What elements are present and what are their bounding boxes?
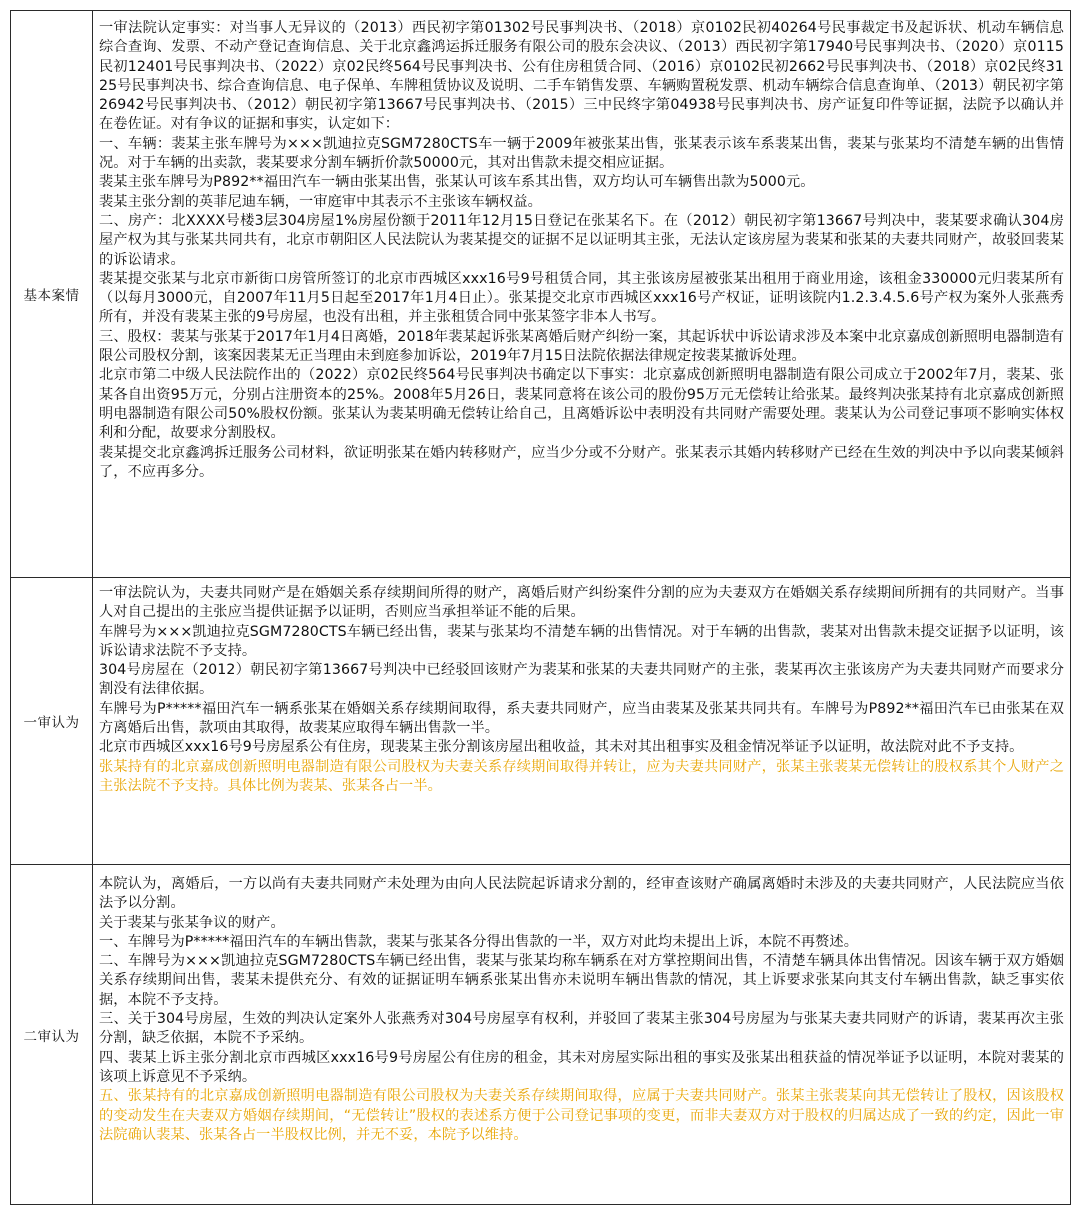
row-label: 二审认为: [11, 865, 93, 1204]
paragraph: 一审法院认为，夫妻共同财产是在婚姻关系存续期间所得的财产，离婚后财产纠纷案件分割的应为夫妻双方在婚姻关系存续期间所拥有的共同财产。当事人对自己提出的主张应当提供证据予以证明，否则应当承担举证不能的后果。: [99, 585, 1064, 621]
table-row: [11, 11, 1070, 578]
row-label: 基本案情: [11, 11, 93, 577]
paragraph: 二、车牌号为×××凯迪拉克SGM7280CTS车辆已经出售，裴某与张某均称车辆系在对方掌控期间出售，不清楚车辆具体出售情况。因该车辆于双方婚姻关系存续期间出售，裴某未提供充分、有效的证据证明车辆系张某出售亦未说明车辆出售款的情况，其上诉要求张某向其支付车辆出售款，缺乏事实依据，本院不予支持。: [99, 953, 1064, 1008]
row-content: [93, 865, 1070, 1204]
highlighted-paragraph: 张某持有的北京嘉成创新照明电器制造有限公司股权为夫妻关系存续期间取得并转让，应为夫妻共同财产，张某主张裴某无偿转让的股权系其个人财产之主张法院不予支持。具体比例为裴某、张某各占一半。: [99, 758, 1064, 794]
paragraph: 三、关于304号房屋，生效的判决认定案外人张燕秀对304号房屋享有权利，并驳回了裴某主张304号房屋为与张某夫妻共同财产的诉请，裴某再次主张分割，缺乏依据，本院不予采纳。: [99, 1011, 1064, 1047]
paragraph: 一、车牌号为P*****福田汽车的车辆出售款，裴某与张某各分得出售款的一半，双方对此均未提出上诉，本院不再赘述。: [99, 933, 859, 950]
paragraph: 裴某提交张某与北京市新街口房管所签订的北京市西城区xxx16号9号租赁合同，其主张该房屋被张某出租用于商业用途，该租金330000元归裴某所有（以每月3000元，自2007年11月5日起至2017年1月4日止）。张某提交北京市西城区xxx16号产权证，证明该院内1.2.3.4.5.6号产权为案外人张燕秀所有，并没有裴某主张的9号房屋，也没有出租，并主张租赁合同中张某签字非本人书写。: [99, 270, 1064, 326]
table-row: [11, 578, 1070, 865]
highlighted-paragraph: 五、张某持有的北京嘉成创新照明电器制造有限公司股权为夫妻关系存续期间取得，应属于夫妻共同财产。张某主张裴某向其无偿转让了股权，因该股权的变动发生在夫妻双方婚姻存续期间，“无偿转让”股权的表述系方便于公司登记事项的变更，而非夫妻双方对于股权的归属达成了一致的约定，因此一审法院确认裴某、张某各占一半股权比例，并无不妥，本院予以维持。: [99, 1088, 1064, 1143]
row-content: [93, 578, 1070, 864]
paragraph: 三、股权：裴某与张某于2017年1月4日离婚，2018年裴某起诉张某离婚后财产纠纷一案，其起诉状中诉讼请求涉及本案中北京嘉成创新照明电器制造有限公司股权分割，该案因裴某无正当理由未到庭参加诉讼，2019年7月15日法院依据法律规定按裴某撤诉处理。: [99, 328, 1064, 365]
paragraph: 一审法院认定事实：对当事人无异议的（2013）西民初字第01302号民事判决书、（2018）京0102民初40264号民事裁定书及起诉状、机动车辆信息综合查询、发票、不动产登记查询信息、关于北京鑫鸿运拆迁服务有限公司的股东会决议、（2013）西民初字第17940号民事判决书、（2020）京0115民初12401号民事判决书、（2022）京02民终564号民事判决书、公有住房租赁合同、（2016）京0102民初2662号民事判决书、（2018）京02民终3125号民事判决书、综合查询信息、电子保单、车牌租赁协议及说明、二手车销售发票、车辆购置税发票、机动车辆综合信息查询单、（2013）朝民初字第26942号民事判决书、（2012）朝民初字第13667号民事判决书、（2015）三中民终字第04938号民事判决书、房产证复印件等证据，法院予以确认并在卷佐证。对有争议的证据和事实，认定如下：: [99, 20, 1064, 133]
paragraph: 本院认为，离婚后，一方以尚有夫妻共同财产未处理为由向人民法院起诉请求分割的，经审查该财产确属离婚时未涉及的夫妻共同财产，人民法院应当依法予以分割。: [99, 876, 1064, 912]
paragraph: 车牌号为×××凯迪拉克SGM7280CTS车辆已经出售，裴某与张某均不清楚车辆的出售情况。对于车辆的出售款，裴某对出售款未提交证据予以证明，该诉讼请求法院不予支持。: [99, 623, 1064, 659]
row-content: [93, 11, 1070, 577]
paragraph: 304号房屋在（2012）朝民初字第13667号判决中已经驳回该财产为裴某和张某的夫妻共同财产的主张，裴某再次主张该房产为夫妻共同财产而要求分割没有法律依据。: [99, 662, 1064, 698]
paragraph: 关于裴某与张某争议的财产。: [99, 914, 285, 931]
row-label: 一审认为: [11, 578, 93, 864]
paragraph: 车牌号为P*****福田汽车一辆系张某在婚姻关系存续期间取得，系夫妻共同财产，应当由裴某及张某共同共有。车牌号为P892**福田汽车已由张某在双方离婚后出售，款项由其取得，故裴某应取得车辆出售款一半。: [99, 700, 1064, 737]
paragraph: 裴某主张车牌号为P892**福田汽车一辆由张某出售，张某认可该车系其出售，双方均认可车辆售出款为5000元。: [99, 174, 815, 191]
paragraph: 北京市西城区xxx16号9号房屋系公有住房，现裴某主张分割该房屋出租收益，其未对其出租事实及租金情况举证予以证明，故法院对此不予支持。: [99, 739, 1024, 756]
paragraph: 北京市第二中级人民法院作出的（2022）京02民终564号民事判决书确定以下事实：北京嘉成创新照明电器制造有限公司成立于2002年7月，裴某、张某各自出资95万元，分别占注册资本的25%。2008年5月26日，裴某同意将在该公司的股份95万元无偿转让给张某。最终判决张某持有北京嘉成创新照明电器制造有限公司50%股权份额。张某认为裴某明确无偿转让给自己，且离婚诉讼中表明没有共同财产需要处理。裴某认为公司登记事项不影响实体权利和分配，故要求分割股权。: [99, 367, 1064, 442]
paragraph: 裴某提交北京鑫鸿拆迁服务公司材料，欲证明张某在婚内转移财产，应当少分或不分财产。张某表示其婚内转移财产已经在生效的判决中予以向裴某倾斜了，不应再多分。: [99, 444, 1064, 480]
paragraph: 四、裴某上诉主张分割北京市西城区xxx16号9号房屋公有住房的租金，其未对房屋实际出租的事实及张某出租获益的情况举证予以证明，本院对裴某的该项上诉意见不予采纳。: [99, 1049, 1064, 1085]
paragraph: 一、车辆：裴某主张车牌号为×××凯迪拉克SGM7280CTS车一辆于2009年被张某出售，张某表示该车系裴某出售，裴某与张某均不清楚车辆的出售情况。对于车辆的出卖款，裴某要求分割车辆折价款50000元，其对出售款未提交相应证据。: [99, 135, 1064, 172]
paragraph: 二、房产：北XXXX号楼3层304房屋1%房屋份额于2011年12月15日登记在张某名下。在（2012）朝民初字第13667号判决中，裴某要求确认304房屋产权为其与张某共同共有，北京市朝阳区人民法院认为裴某提交的证据不足以证明其主张，无法认定该房屋为裴某和张某的夫妻共同财产，故驳回裴某的诉讼请求。: [99, 212, 1064, 268]
case-table: [10, 10, 1071, 1205]
paragraph: 裴某主张分割的英菲尼迪车辆，一审庭审中其表示不主张该车辆权益。: [99, 193, 542, 210]
table-row: [11, 865, 1070, 1204]
